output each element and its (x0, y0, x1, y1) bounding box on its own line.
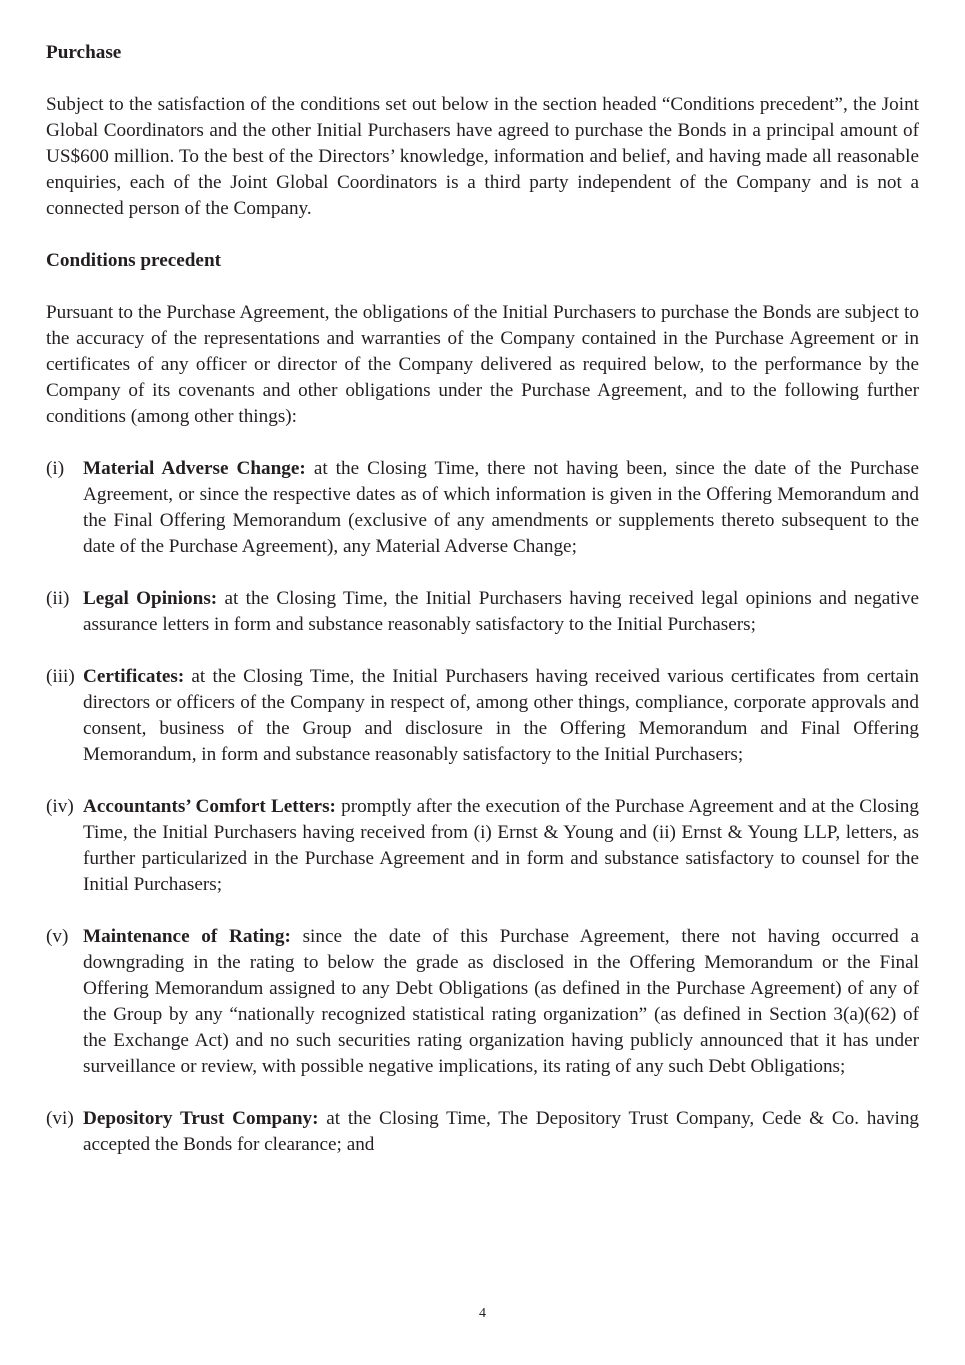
spacer (46, 66, 919, 92)
spacer (46, 768, 919, 794)
condition-item-accountants-comfort-letters (46, 794, 919, 898)
condition-text: at the Closing Time, The Depository Trust Company, Cede & Co. having accepted the Bonds for clearance; and (83, 1108, 920, 1155)
spacer (46, 430, 919, 456)
condition-body (83, 1106, 919, 1158)
condition-number: (v) (46, 926, 69, 947)
condition-body (83, 456, 919, 560)
condition-title: Material Adverse Change: (83, 458, 306, 479)
condition-title: Depository Trust Company: (83, 1108, 319, 1129)
spacer (46, 222, 919, 248)
condition-number: (iii) (46, 666, 75, 687)
condition-body (83, 586, 919, 638)
condition-text: promptly after the execution of the Purchase Agreement and at the Closing Time, the Initial Purchasers having received from (i) Ernst & Young and (ii) Ernst & Young LLP, letters, as further particularized in the Purchase Agreement and in form and substance satisfactory to counsel for the Initial Purchasers; (83, 796, 919, 895)
condition-item-material-adverse-change (46, 456, 919, 560)
condition-text: at the Closing Time, the Initial Purchasers having received various certificates from certain directors or officers of the Company in respect of, among other things, compliance, corporate approvals and consent, business of the Group and disclosure in the Offering Memorandum and Final Offering Memorandum, in form and substance reasonably satisfactory to the Initial Purchasers; (83, 666, 919, 765)
conditions-paragraph: Pursuant to the Purchase Agreement, the obligations of the Initial Purchasers to purchase the Bonds are subject to the accuracy of the representations and warranties of the Company contained in the Purchase Agreement or in certificates of any officer or director of the Company delivered as required below, to the performance by the Company of its covenants and other obligations under the Purchase Agreement, and to the following further conditions (among other things): (46, 302, 919, 427)
page-number: 4 (479, 1306, 486, 1321)
condition-number: (vi) (46, 1108, 74, 1129)
condition-item-certificates (46, 664, 919, 768)
condition-text: at the Closing Time, there not having been, since the date of the Purchase Agreement, or since the respective dates as of which information is given in the Offering Memorandum and the Final Offering Memorandum (exclusive of any amendments or supplements thereto subsequent to the date of the Purchase Agreement), any Material Adverse Change; (83, 458, 919, 557)
condition-title: Accountants’ Comfort Letters: (83, 796, 336, 817)
condition-text: at the Closing Time, the Initial Purchasers having received legal opinions and negative assurance letters in form and substance reasonably satisfactory to the Initial Purchasers; (83, 588, 919, 635)
condition-number: (ii) (46, 588, 70, 609)
condition-body (83, 794, 919, 898)
spacer (46, 274, 919, 300)
condition-body (83, 664, 919, 768)
spacer (46, 1080, 919, 1106)
condition-number: (i) (46, 458, 65, 479)
spacer (46, 898, 919, 924)
spacer (46, 560, 919, 586)
condition-title: Legal Opinions: (83, 588, 218, 609)
condition-body (83, 924, 919, 1080)
section-heading-conditions-precedent: Conditions precedent (46, 250, 222, 271)
spacer (46, 638, 919, 664)
document-page (46, 40, 919, 1158)
condition-item-maintenance-of-rating (46, 924, 919, 1080)
condition-number: (iv) (46, 796, 74, 817)
purchase-paragraph: Subject to the satisfaction of the conditions set out below in the section headed “Conditions precedent”, the Joint Global Coordinators and the other Initial Purchasers have agreed to purchase the Bonds in a principal amount of US$600 million. To the best of the Directors’ knowledge, information and belief, and having made all reasonable enquiries, each of the Joint Global Coordinators is a third party independent of the Company and is not a connected person of the Company. (46, 94, 919, 219)
condition-title: Maintenance of Rating: (83, 926, 291, 947)
section-heading-purchase: Purchase (46, 42, 122, 63)
condition-title: Certificates: (83, 666, 185, 687)
condition-item-legal-opinions (46, 586, 919, 638)
condition-item-depository-trust-company (46, 1106, 919, 1158)
condition-text: since the date of this Purchase Agreement, there not having occurred a downgrading in the rating to below the grade as disclosed in the Offering Memorandum or the Final Offering Memorandum assigned to any Debt Obligations (as defined in the Purchase Agreement) of any of the Group by any “nationally recognized statistical rating organization” (as defined in Section 3(a)(62) of the Exchange Act) and no such securities rating organization having publicly announced that it has under surveillance or review, with possible negative implications, its rating of any such Debt Obligations; (83, 926, 920, 1077)
